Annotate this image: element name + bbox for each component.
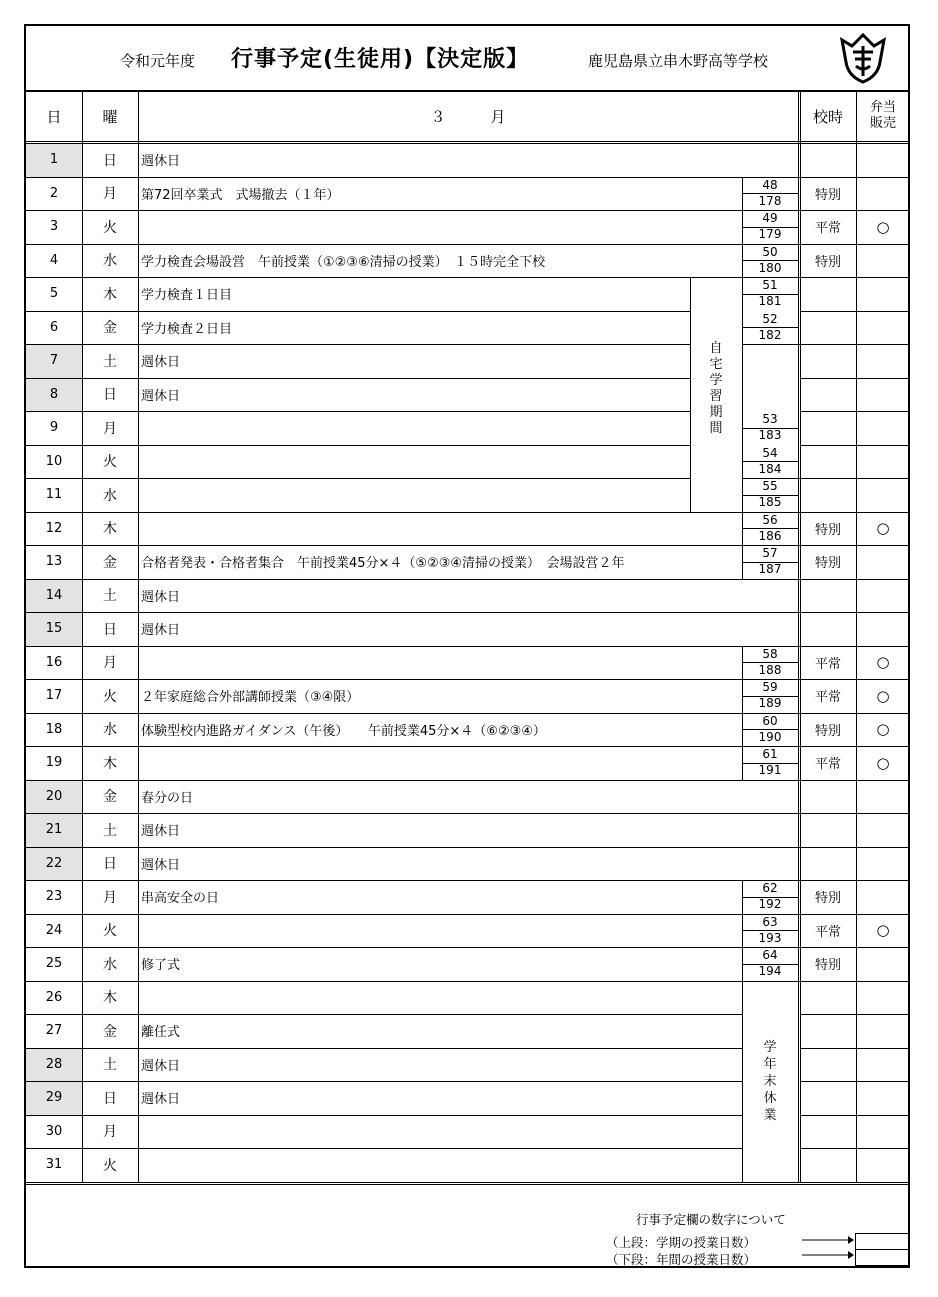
- year-day-count: 192: [758, 897, 782, 911]
- bento-cell: [856, 947, 910, 981]
- grid-line: [742, 713, 743, 747]
- grid-line: [798, 90, 799, 1182]
- event-cell: 週休日: [141, 623, 181, 639]
- weekday-cell: 月: [103, 186, 117, 203]
- event-cell: 学力検査２日目: [141, 321, 233, 337]
- schedule-cell: 平常: [814, 924, 841, 940]
- year-day-count: 188: [758, 662, 782, 677]
- event-cell: [138, 746, 738, 780]
- schedule-cell: 平常: [814, 656, 841, 672]
- day-cell: 9: [49, 420, 59, 436]
- term-day-count: 59: [762, 680, 778, 694]
- fiscal-year: 令和元年度: [120, 52, 196, 70]
- bento-cell: [856, 143, 910, 177]
- weekday-cell: 月: [103, 1124, 117, 1141]
- weekday-cell: 木: [103, 755, 117, 772]
- grid-line: [742, 729, 798, 730]
- term-day-count: 48: [762, 177, 778, 192]
- weekday-cell: 土: [103, 588, 117, 605]
- event-cell: [138, 478, 738, 512]
- year-day-count: 185: [758, 495, 782, 509]
- grid-line: [742, 964, 798, 965]
- bento-cell: [856, 1115, 910, 1149]
- bento-cell: [856, 244, 910, 278]
- schedule-cell: [800, 445, 856, 479]
- title-bar: [26, 26, 910, 90]
- event-cell: [138, 646, 738, 680]
- header-weekday: 曜: [102, 107, 118, 126]
- year-day-count: 181: [758, 294, 782, 308]
- schedule-cell: 特別: [814, 556, 841, 572]
- day-cell: 24: [45, 922, 63, 938]
- year-day-count: 180: [758, 260, 782, 275]
- event-cell: [138, 445, 738, 479]
- day-cell: 28: [45, 1056, 63, 1072]
- footer-lower-note: （下段：年間の授業日数）: [606, 1252, 757, 1267]
- year-day-count: 193: [758, 930, 782, 945]
- schedule-cell: [800, 344, 856, 378]
- weekday-cell: 火: [103, 923, 117, 940]
- grid-line: [742, 193, 798, 194]
- grid-line: [742, 528, 798, 529]
- schedule-cell: [800, 411, 856, 445]
- grid-line: [742, 696, 798, 697]
- grid-line: [742, 461, 798, 462]
- day-cell: 11: [45, 487, 63, 503]
- bento-cell: [856, 177, 910, 211]
- day-cell: 6: [49, 319, 59, 335]
- weekday-cell: 日: [103, 856, 117, 873]
- event-cell: 週休日: [141, 589, 181, 605]
- year-day-count: 186: [758, 528, 782, 543]
- bento-cell: [856, 880, 910, 914]
- grid-line: [742, 177, 743, 211]
- event-cell: 春分の日: [141, 790, 194, 806]
- bento-cell: ○: [876, 921, 890, 940]
- bento-cell: [856, 344, 910, 378]
- schedule-cell: 特別: [814, 187, 841, 203]
- schedule-cell: 平常: [814, 690, 841, 706]
- term-day-count: 50: [762, 244, 778, 259]
- term-day-count: 49: [762, 211, 778, 225]
- schedule-cell: [800, 1014, 856, 1048]
- bento-cell: [856, 545, 910, 579]
- grid-line: [26, 1184, 910, 1185]
- weekday-cell: 火: [103, 219, 117, 236]
- day-cell: 30: [45, 1123, 63, 1139]
- day-cell: 20: [45, 788, 63, 804]
- schedule-cell: [800, 1081, 856, 1115]
- event-cell: 串高安全の日: [141, 891, 220, 907]
- day-cell: 31: [45, 1157, 63, 1173]
- bento-cell: ○: [876, 753, 890, 772]
- term-day-count: 54: [762, 445, 778, 460]
- year-day-count: 184: [758, 461, 782, 476]
- schedule-cell: 特別: [814, 254, 841, 270]
- day-cell: 7: [49, 353, 59, 369]
- schedule-cell: [800, 143, 856, 177]
- schedule-cell: 特別: [814, 891, 841, 907]
- weekday-cell: 月: [103, 655, 117, 672]
- weekday-cell: 金: [103, 320, 117, 337]
- year-day-count: 179: [758, 227, 782, 241]
- day-cell: 13: [45, 554, 63, 570]
- schedule-cell: 特別: [814, 958, 841, 974]
- header-month: ３ 月: [430, 107, 506, 126]
- year-day-count: 183: [758, 428, 782, 442]
- bento-cell: ○: [876, 686, 890, 705]
- schedule-cell: [800, 478, 856, 512]
- year-day-count: 190: [758, 729, 782, 744]
- weekday-cell: 土: [103, 353, 117, 370]
- grid-line: [742, 662, 798, 663]
- page-title: 行事予定(生徒用)【決定版】: [231, 47, 530, 72]
- grid-line: [742, 562, 798, 563]
- event-cell: 週休日: [141, 824, 181, 840]
- bento-cell: ○: [876, 720, 890, 739]
- day-cell: 8: [49, 386, 59, 402]
- term-day-count: 58: [762, 646, 778, 661]
- day-cell: 21: [45, 822, 63, 838]
- weekday-cell: 水: [103, 487, 117, 504]
- grid-line: [742, 428, 798, 429]
- bento-cell: ○: [876, 217, 890, 236]
- bento-cell: [856, 847, 910, 881]
- bento-cell: [856, 311, 910, 345]
- year-day-count: 187: [758, 562, 782, 576]
- legend-box-upper: [855, 1233, 910, 1250]
- weekday-cell: 金: [103, 554, 117, 571]
- weekday-cell: 木: [103, 286, 117, 303]
- event-cell: 第72回卒業式 式場撤去（１年）: [141, 187, 340, 203]
- schedule-cell: [800, 1048, 856, 1082]
- bento-cell: [856, 277, 910, 311]
- term-day-count: 52: [762, 311, 778, 326]
- term-day-count: 62: [762, 881, 778, 895]
- schedule-cell: [800, 813, 856, 847]
- bento-cell: [856, 813, 910, 847]
- day-cell: 16: [45, 654, 63, 670]
- grid-line: [742, 227, 798, 228]
- event-cell: 週休日: [141, 1058, 181, 1074]
- schedule-cell: 平常: [814, 221, 841, 237]
- weekday-cell: 日: [103, 387, 117, 404]
- footer-heading: 行事予定欄の数字について: [636, 1212, 786, 1227]
- schedule-cell: [800, 780, 856, 814]
- weekday-cell: 日: [103, 152, 117, 169]
- schedule-cell: [800, 311, 856, 345]
- weekday-cell: 金: [103, 789, 117, 806]
- bento-cell: [856, 1081, 910, 1115]
- grid-line: [742, 679, 743, 713]
- event-cell: 合格者発表・合格者集合 午前授業45分×４（⑤②③④清掃の授業） 会場設営２年: [141, 556, 625, 572]
- schedule-cell: [800, 847, 856, 881]
- grid-line: [742, 244, 743, 278]
- schedule-cell: [800, 378, 856, 412]
- event-cell: 週休日: [141, 1092, 181, 1108]
- year-end-break-label: 学 年 末 休 業: [763, 1039, 777, 1123]
- day-cell: 15: [45, 621, 63, 637]
- event-cell: 学力検査会場設営 午前授業（①②③⑥清掃の授業） １５時完全下校: [141, 254, 546, 270]
- header-day: 日: [46, 107, 62, 126]
- event-cell: 週休日: [141, 355, 181, 371]
- bento-cell: [856, 478, 910, 512]
- event-cell: 週休日: [141, 857, 181, 873]
- weekday-cell: 木: [103, 990, 117, 1007]
- event-cell: 週休日: [141, 388, 181, 404]
- grid-line: [742, 294, 798, 295]
- day-cell: 19: [45, 755, 63, 771]
- weekday-cell: 火: [103, 454, 117, 471]
- event-cell: 週休日: [141, 154, 181, 170]
- day-cell: 14: [45, 587, 63, 603]
- event-cell: [138, 1115, 738, 1149]
- grid-line: [742, 512, 743, 546]
- year-day-count: 182: [758, 327, 782, 342]
- header-bento: 弁当販売: [869, 100, 896, 131]
- schedule-cell: [800, 277, 856, 311]
- weekday-cell: 日: [103, 621, 117, 638]
- grid-line: [742, 763, 798, 764]
- home-study-label: 自 宅 学 習 期 間: [709, 341, 723, 436]
- grid-line: [856, 90, 857, 1182]
- day-cell: 18: [45, 721, 63, 737]
- day-cell: 17: [45, 688, 63, 704]
- bento-cell: [856, 612, 910, 646]
- weekday-cell: 日: [103, 1090, 117, 1107]
- grid-line: [742, 947, 743, 981]
- schedule-cell: [800, 579, 856, 613]
- day-cell: 4: [49, 252, 59, 268]
- term-day-count: 55: [762, 479, 778, 493]
- day-cell: 12: [45, 520, 63, 536]
- event-cell: [138, 1148, 738, 1182]
- term-day-count: 56: [762, 512, 778, 527]
- grid-line: [742, 327, 798, 328]
- schedule-cell: 平常: [814, 757, 841, 773]
- weekday-cell: 土: [103, 822, 117, 839]
- weekday-cell: 土: [103, 1057, 117, 1074]
- event-cell: 学力検査１日目: [141, 288, 233, 304]
- grid-line: [742, 210, 743, 244]
- weekday-cell: 木: [103, 521, 117, 538]
- home-study-period: [690, 277, 742, 512]
- grid-line: [82, 90, 83, 1182]
- bento-cell: [856, 1148, 910, 1182]
- grid-line: [742, 880, 743, 914]
- day-cell: 3: [49, 219, 59, 235]
- grid-line: [742, 914, 743, 948]
- legend-box-lower: [855, 1249, 910, 1266]
- grid-line: [138, 90, 139, 1182]
- grid-line: [742, 930, 798, 931]
- grid-line: [742, 646, 743, 680]
- day-cell: 2: [49, 185, 59, 201]
- grid-line: [742, 897, 798, 898]
- year-end-break-period: [742, 981, 798, 1182]
- bento-cell: ○: [876, 519, 890, 538]
- event-cell: ２年家庭総合外部講師授業（③④限）: [141, 690, 360, 706]
- year-day-count: 191: [758, 763, 782, 777]
- year-day-count: 189: [758, 696, 782, 710]
- term-day-count: 60: [762, 713, 778, 728]
- schedule-cell: 特別: [814, 723, 841, 739]
- day-cell: 29: [45, 1090, 63, 1106]
- term-day-count: 63: [762, 914, 778, 929]
- day-cell: 27: [45, 1023, 63, 1039]
- grid-line: [742, 277, 743, 512]
- weekday-cell: 水: [103, 722, 117, 739]
- term-day-count: 57: [762, 546, 778, 560]
- year-day-count: 194: [758, 964, 782, 978]
- grid-line: [800, 90, 801, 1182]
- grid-line: [742, 545, 743, 579]
- event-cell: [138, 981, 738, 1015]
- grid-line: [742, 260, 798, 261]
- event-cell: [138, 512, 738, 546]
- term-day-count: 53: [762, 412, 778, 426]
- term-day-count: 61: [762, 747, 778, 761]
- event-cell: 体験型校内進路ガイダンス（午後） 午前授業45分×４（⑥②③④）: [141, 723, 546, 739]
- grid-line: [26, 1182, 910, 1183]
- bento-cell: [856, 1014, 910, 1048]
- bento-cell: [856, 378, 910, 412]
- weekday-cell: 月: [103, 889, 117, 906]
- grid-line: [742, 746, 743, 780]
- day-cell: 10: [45, 453, 63, 469]
- weekday-cell: 月: [103, 420, 117, 437]
- footer-upper-note: （上段：学期の授業日数）: [606, 1235, 757, 1250]
- header-schedule: 校時: [812, 107, 843, 126]
- year-day-count: 178: [758, 193, 782, 208]
- grid-line: [742, 495, 798, 496]
- weekday-cell: 火: [103, 1157, 117, 1174]
- term-day-count: 64: [762, 948, 778, 962]
- bento-cell: [856, 579, 910, 613]
- event-cell: 修了式: [141, 958, 181, 974]
- event-cell: [138, 914, 738, 948]
- schedule-cell: [800, 612, 856, 646]
- day-cell: 1: [49, 152, 59, 168]
- day-cell: 23: [45, 889, 63, 905]
- day-cell: 5: [49, 286, 59, 302]
- day-cell: 25: [45, 956, 63, 972]
- weekday-cell: 水: [103, 956, 117, 973]
- schedule-cell: 特別: [814, 522, 841, 538]
- school-crest-icon: [838, 32, 888, 84]
- bento-cell: [856, 1048, 910, 1082]
- day-cell: 22: [45, 855, 63, 871]
- term-day-count: 51: [762, 278, 778, 292]
- arrow-icons: [800, 1233, 856, 1263]
- bento-cell: ○: [876, 653, 890, 672]
- bento-cell: [856, 981, 910, 1015]
- schedule-cell: [800, 1148, 856, 1182]
- weekday-cell: 火: [103, 688, 117, 705]
- bento-cell: [856, 780, 910, 814]
- schedule-cell: [800, 1115, 856, 1149]
- school-name: 鹿児島県立串木野高等学校: [588, 52, 769, 70]
- event-cell: [138, 411, 738, 445]
- event-cell: 離任式: [141, 1025, 181, 1041]
- event-cell: [138, 210, 738, 244]
- bento-cell: [856, 411, 910, 445]
- schedule-cell: [800, 981, 856, 1015]
- weekday-cell: 金: [103, 1023, 117, 1040]
- bento-cell: [856, 445, 910, 479]
- day-cell: 26: [45, 989, 63, 1005]
- weekday-cell: 水: [103, 253, 117, 270]
